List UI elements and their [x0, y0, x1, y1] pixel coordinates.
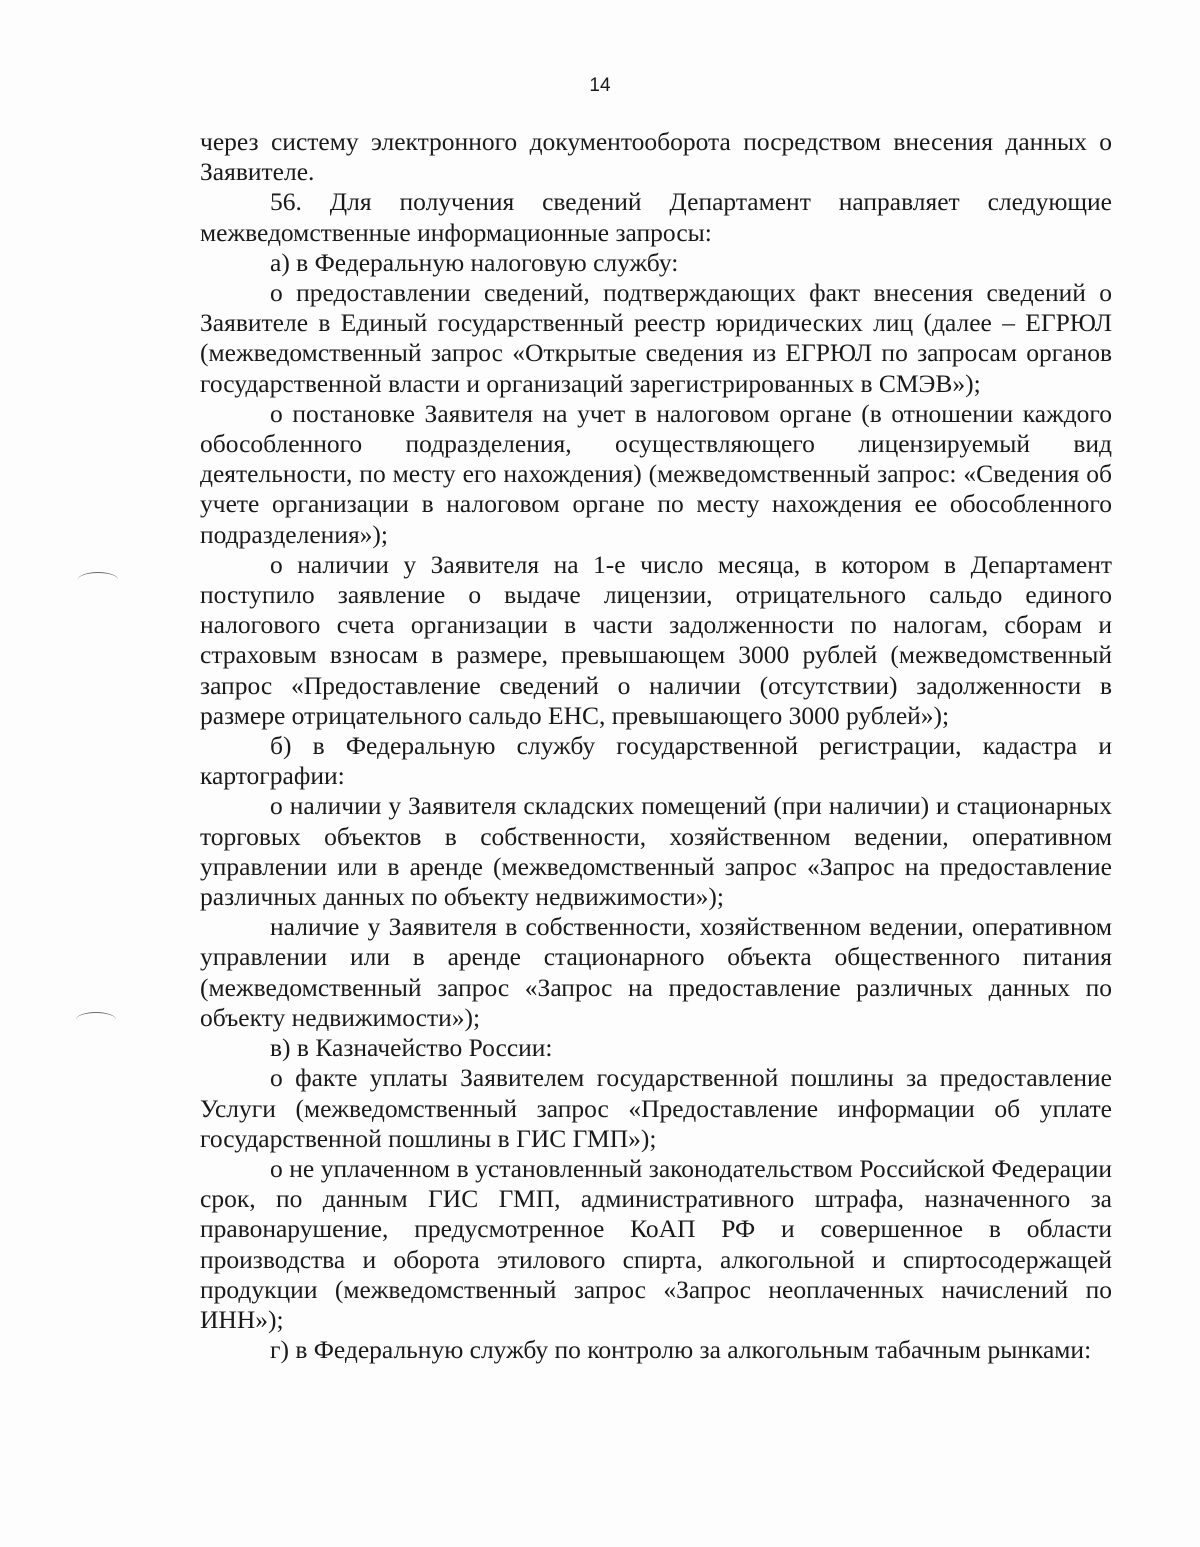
paragraph: а) в Федеральную налоговую службу: — [270, 247, 679, 277]
paragraph: б) в Федеральную службу государственной регистрации, кадастра и картографии: — [200, 731, 1112, 791]
paragraph: через систему электронного документооборота посредством внесения данных о Заявителе. — [200, 127, 1112, 187]
paragraph: о предоставлении сведений, подтверждающих факт внесения сведений о Заявителе в Единый государственный реестр юридических лиц (далее – ЕГРЮЛ (межведомственный запрос «Открытые сведения из ЕГРЮЛ по запросам органов государственной власти и организаций зарегистрированных в СМЭВ»); — [200, 278, 1112, 398]
paragraph: в) в Казначейство России: — [270, 1033, 553, 1063]
page-number: 14 — [589, 75, 611, 96]
paragraph: 56. Для получения сведений Департамент направляет следующие межведомственные информационные запросы: — [200, 187, 1112, 247]
paragraph: о факте уплаты Заявителем государственной пошлины за предоставление Услуги (межведомственный запрос «Предоставление информации об уплате государственной пошлины в ГИС ГМП»); — [200, 1063, 1112, 1153]
scan-artifact-mark — [78, 572, 118, 587]
paragraph: о постановке Заявителя на учет в налоговом органе (в отношении каждого обособленного подразделения, осуществляющего лицензируемый вид деятельности, по месту его нахождения) (межведомственный запрос: «Сведения об учете организации в налоговом органе по месту нахождения ее обособленного подразделения»); — [200, 398, 1112, 549]
paragraph: о наличии у Заявителя складских помещений (при наличии) и стационарных торговых объектов в собственности, хозяйственном ведении, оперативном управлении или в аренде (межведомственный запрос «Запрос на предоставление различных данных по объекту недвижимости»); — [200, 791, 1112, 912]
paragraph: г) в Федеральную службу по контролю за алкогольным табачным рынками: — [270, 1335, 1092, 1365]
document-text-body — [200, 127, 1112, 1365]
paragraph: о не уплаченном в установленный законодательством Российской Федерации срок, по данным ГИС ГМП, административного штрафа, назначенного за правонарушение, предусмотренное КоАП РФ и совершенное в области производства и оборота этилового спирта, алкогольной и спиртосодержащей продукции (межведомственный запрос «Запрос неоплаченных начислений по ИНН»); — [200, 1153, 1112, 1334]
paragraph: о наличии у Заявителя на 1-е число месяца, в котором в Департамент поступило заявление о выдаче лицензии, отрицательного сальдо единого налогового счета организации в части задолженности по налогам, сборам и страховым взносам в размере, превышающем 3000 рублей (межведомственный запрос «Предоставление сведений о наличии (отсутствии) задолженности в размере отрицательного сальдо ЕНС, превышающего 3000 рублей»); — [200, 549, 1112, 730]
scan-artifact-mark — [76, 1012, 116, 1027]
paragraph: наличие у Заявителя в собственности, хозяйственном ведении, оперативном управлении или в аренде стационарного объекта общественного питания (межведомственный запрос «Запрос на предоставление различных данных по объекту недвижимости»); — [200, 912, 1112, 1032]
